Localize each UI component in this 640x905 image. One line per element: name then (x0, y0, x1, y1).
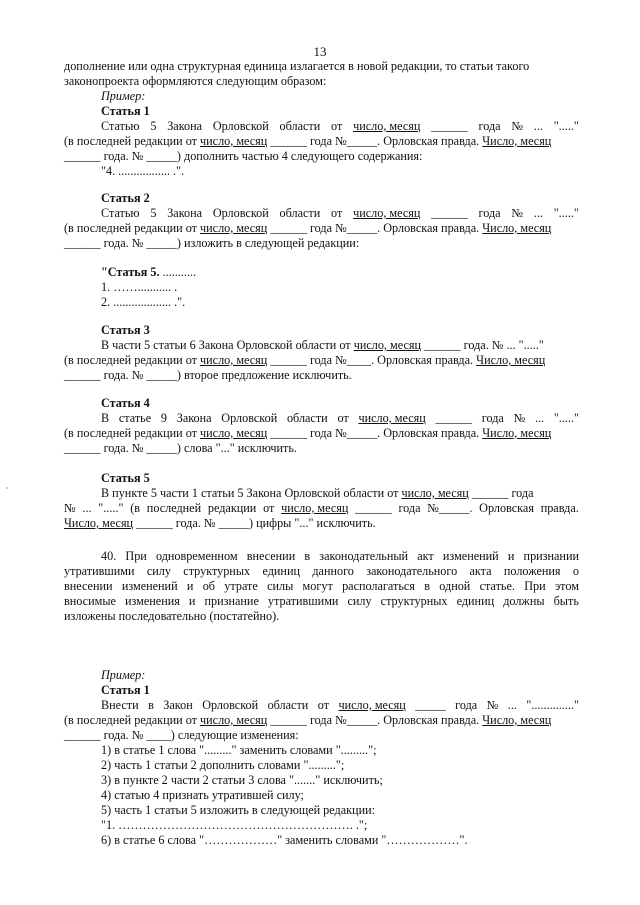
word: могут (302, 579, 333, 593)
word: года (481, 411, 504, 425)
word: При (125, 549, 147, 563)
word: силы (267, 579, 294, 593)
word: № (64, 501, 76, 515)
word: утратившими (64, 564, 135, 578)
word: законодательного (366, 564, 458, 578)
word: число, месяц (358, 411, 426, 425)
article-1-line-4: "4. ................. .". (101, 164, 185, 178)
amendment-item: 4) статью 4 признать утратившей силу; (101, 788, 304, 802)
article-2-line-1 (101, 206, 579, 221)
word: Статью (101, 119, 140, 133)
example-label: Пример: (101, 89, 146, 103)
para-40-line-1 (101, 549, 579, 564)
word: статье (118, 411, 152, 425)
example-2-label: Пример: (101, 668, 146, 682)
word: в (304, 549, 311, 563)
word: В (101, 411, 110, 425)
page-number: 13 (313, 44, 327, 59)
article-4-line-3: ______ года. № _____) слова "..." исключить. (64, 441, 297, 455)
word: число, месяц (338, 698, 406, 712)
article-3-line-1: В части 5 статьи 6 Закона Орловской области от число, месяц ______ года. № ... "....." (101, 338, 544, 352)
word: области (267, 698, 309, 712)
article-4-line-2: (в последней редакции от число, месяц ______ года №_____. Орловская правда. Число, месяц (64, 426, 552, 440)
article-5-heading: Статья 5 (101, 471, 150, 485)
word: Внести (101, 698, 139, 712)
word: внесении (64, 579, 113, 593)
word: области (279, 206, 321, 220)
amendment-item: 2) часть 1 статьи 2 дополнить словами "........."; (101, 758, 345, 772)
article-4-line-1 (101, 411, 579, 426)
word: ______ (431, 206, 468, 220)
word: "....." (553, 206, 579, 220)
word: ... (533, 206, 543, 220)
word: года (478, 119, 501, 133)
word: Закона (167, 206, 203, 220)
word: акта (469, 564, 492, 578)
para-40-line-5: изложены последовательно (постатейно). (64, 609, 280, 623)
word: ______ (355, 501, 392, 515)
word: Статью (101, 206, 140, 220)
word: Орловской (212, 119, 269, 133)
word: силу (347, 594, 372, 608)
word: Закона (167, 119, 203, 133)
example-2-line-1 (101, 698, 579, 713)
word: Орловской (202, 698, 259, 712)
word: и (186, 579, 194, 593)
word: ... (82, 501, 92, 515)
quoted-article-heading: "Статья 5. ........... (101, 265, 197, 279)
word: № (511, 119, 523, 133)
word: этом (554, 579, 579, 593)
word: одновременном (155, 549, 238, 563)
article-1-line-1 (101, 119, 579, 134)
word: года (455, 698, 478, 712)
word: акт (417, 549, 434, 563)
amendment-item: 1) в статье 1 слова "........." заменить словами "........."; (101, 743, 377, 757)
word: 5 (150, 206, 157, 220)
word: и (507, 549, 515, 563)
article-3-line-2: (в последней редакции от число, месяц ______ года №____. Орловская правда. Число, месяц (64, 353, 546, 367)
para-40-line-2 (64, 564, 579, 579)
word: признание (204, 594, 259, 608)
para-40-line-3 (64, 579, 579, 594)
word: единиц (262, 564, 300, 578)
word: в (424, 579, 430, 593)
word: должны (503, 594, 545, 608)
word: утратившими (267, 594, 339, 608)
quoted-item-1: 1. ……........... . (101, 280, 178, 294)
word: ... (533, 119, 543, 133)
word: структурных (380, 594, 448, 608)
word: внесении (246, 549, 296, 563)
article-5-line-1: В пункте 5 части 1 статьи 5 Закона Орловской области от число, месяц ______ года (101, 486, 534, 500)
article-2-line-3: ______ года. № _____) изложить в следующей редакции: (64, 236, 360, 250)
word: области (286, 411, 328, 425)
word: от (331, 206, 343, 220)
word: редакции (207, 501, 257, 515)
word: №_____. (427, 501, 473, 515)
word: _____ (415, 698, 446, 712)
word: "....." (553, 119, 579, 133)
word: ... (534, 411, 545, 425)
intro-line-1: дополнение или одна структурная единица излагается в новой редакции, то статьи такого (64, 59, 530, 73)
article-1-heading: Статья 1 (101, 104, 150, 118)
word: положения (503, 564, 561, 578)
word: "....." (98, 501, 124, 515)
word: года (398, 501, 421, 515)
example-2-line-2: (в последней редакции от число, месяц ______ года №_____. Орловская правда. Число, месяц (64, 713, 552, 727)
word: число, месяц (353, 206, 421, 220)
word: структурных (183, 564, 251, 578)
word: "....." (553, 411, 579, 425)
article-1-line-3: ______ года. № _____) дополнить частью 4 следующего содержания: (64, 149, 423, 163)
article-2-line-2: (в последней редакции от число, месяц ______ года №_____. Орловская правда. Число, месяц (64, 221, 552, 235)
word: 40. (101, 549, 117, 563)
word: в (148, 698, 154, 712)
article-1-line-2: (в последней редакции от число, месяц ______ года №_____. Орловская правда. Число, месяц (64, 134, 552, 148)
word: и (188, 594, 196, 608)
word: № (486, 698, 499, 712)
para-40-line-4 (64, 594, 579, 609)
word: 9 (160, 411, 167, 425)
article-4-heading: Статья 4 (101, 396, 150, 410)
word: изменений (121, 579, 178, 593)
word: ".............." (526, 698, 579, 712)
word: Закон (163, 698, 193, 712)
word: последней (146, 501, 202, 515)
word: о (572, 564, 579, 578)
word: число, месяц (281, 501, 349, 515)
article-5-line-3: Число, месяц ______ года. № _____) цифры "..." исключить. (64, 516, 376, 530)
word: правда. (540, 501, 579, 515)
word: силу (146, 564, 171, 578)
article-5-line-2 (64, 501, 579, 516)
scan-speck (6, 487, 8, 489)
word: № (513, 411, 526, 425)
intro-line-2: законопроекта оформляются следующим образом: (64, 74, 327, 88)
word: Орловской (221, 411, 278, 425)
word: Закона (176, 411, 212, 425)
word: об (202, 579, 215, 593)
word: (в (130, 501, 141, 515)
quoted-item-2: 2. ................... .". (101, 295, 186, 309)
word: одной (439, 579, 471, 593)
article-3-line-3: ______ года. № _____) второе предложение исключить. (64, 368, 352, 382)
word: области (279, 119, 321, 133)
word: число, месяц (353, 119, 421, 133)
word: № (511, 206, 523, 220)
amendment-item: 5) часть 1 статьи 5 изложить в следующей редакции: (101, 803, 376, 817)
amendment-item: 6) в статье 6 слова "………………" заменить словами "………………". (101, 833, 468, 847)
article-3-heading: Статья 3 (101, 323, 150, 337)
word: Орловская (479, 501, 534, 515)
word: вносимые (64, 594, 116, 608)
word: от (331, 119, 343, 133)
word: года (478, 206, 501, 220)
word: ______ (435, 411, 473, 425)
word: от (263, 501, 275, 515)
example-2-line-3: ______ года. № ____) следующие изменения: (64, 728, 299, 742)
word: При (524, 579, 546, 593)
word: от (317, 698, 330, 712)
word: ______ (431, 119, 468, 133)
word: признании (523, 549, 579, 563)
word: 5 (150, 119, 157, 133)
word: Орловской (212, 206, 269, 220)
word: изменений (442, 549, 499, 563)
word: данного (312, 564, 354, 578)
word: быть (553, 594, 579, 608)
amendment-item: 3) в пункте 2 части 2 статьи 3 слова "......." исключить; (101, 773, 383, 787)
word: от (337, 411, 349, 425)
word: располагаться (342, 579, 415, 593)
amendment-item: "1. …………………………………………………. ."; (101, 818, 368, 832)
word: изменения (124, 594, 180, 608)
word: статье. (479, 579, 515, 593)
word: законодательный (319, 549, 409, 563)
example-2-article-heading: Статья 1 (101, 683, 150, 697)
word: ... (507, 698, 517, 712)
word: единиц (456, 594, 495, 608)
article-2-heading: Статья 2 (101, 191, 150, 205)
word: утрате (224, 579, 258, 593)
